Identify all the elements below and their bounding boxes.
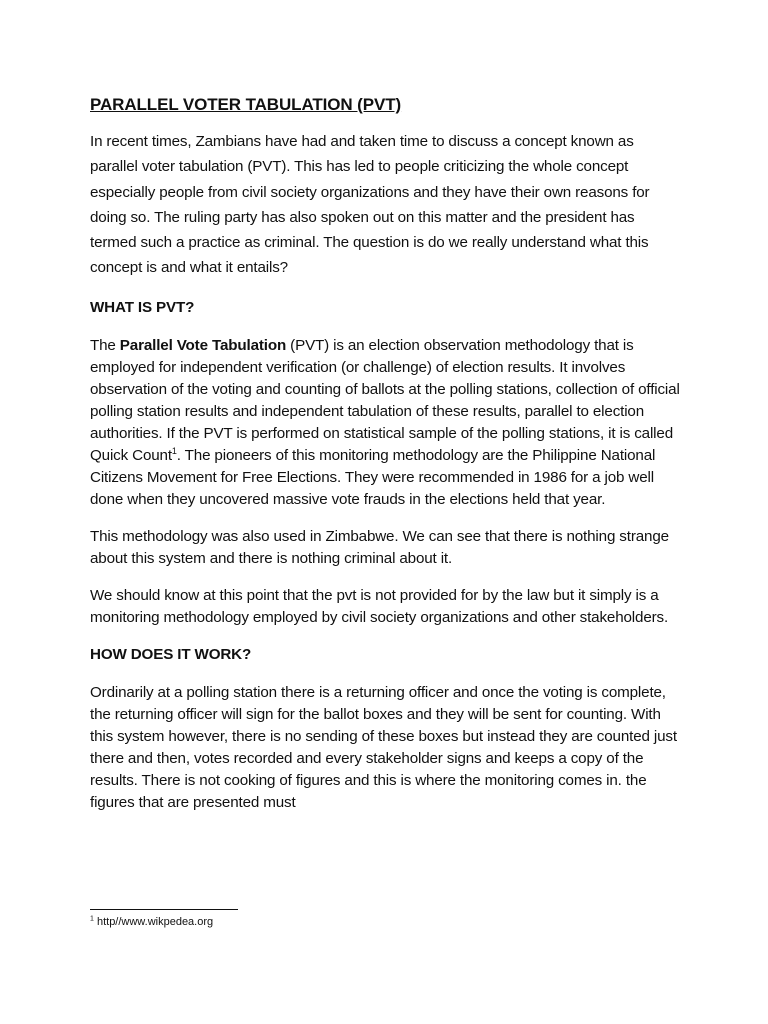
- definition-text-a: (PVT) is an election observation methodology that is employed for independent verification (or challenge) of election results. It involves observation of the voting and counting of ballots at the polling stations, collection of official polling station results and independent tabulation of these results, parallel to election authorities. If the PVT is performed on statistical sample of the polling stations, it is called Quick Count: [90, 336, 680, 464]
- definition-paragraph: [90, 335, 680, 511]
- footnote-reference: 1: [171, 445, 177, 456]
- law-paragraph: We should know at this point that the pvt is not provided for by the law but it simply is a monitoring methodology employed by civil society organizations and other stakeholders.: [90, 586, 669, 626]
- document-body: [90, 93, 680, 829]
- footnote: [90, 914, 213, 930]
- document-title: PARALLEL VOTER TABULATION (PVT): [90, 95, 402, 114]
- definition-term: Parallel Vote Tabulation: [119, 336, 287, 354]
- section-heading-what-is-pvt: WHAT IS PVT?: [90, 298, 195, 316]
- definition-text-b: . The pioneers of this monitoring methodology are the Philippine National Citizens Movement for Free Elections. They were recommended in 1986 for a job well done when they uncovered massive vote frauds in the elections held that year.: [90, 446, 656, 508]
- process-paragraph: Ordinarily at a polling station there is a returning officer and once the voting is complete, the returning officer will sign for the ballot boxes and they will be sent for counting. With this system however, there is no sending of these boxes but instead they are counted just there and then, votes recorded and every stakeholder signs and keeps a copy of the results. There is not cooking of figures and this is where the monitoring comes in. the figures that are presented must: [90, 683, 677, 811]
- footnote-text: http//www.wikpedea.org: [93, 916, 214, 928]
- section-heading-how-does-it-work: HOW DOES IT WORK?: [90, 645, 252, 663]
- zimbabwe-paragraph: This methodology was also used in Zimbabwe. We can see that there is nothing strange about this system and there is nothing criminal about it.: [90, 527, 669, 567]
- intro-paragraph: In recent times, Zambians have had and taken time to discuss a concept known as parallel voter tabulation (PVT). This has led to people criticizing the whole concept especially people from civil society organizations and they have their own reasons for doing so. The ruling party has also spoken out on this matter and the president has termed such a practice as criminal. The question is do we really understand what this concept is and what it entails?: [90, 133, 650, 277]
- footnote-divider: [90, 909, 238, 910]
- footnote-number: 1: [90, 915, 94, 923]
- definition-lead: The: [90, 336, 120, 354]
